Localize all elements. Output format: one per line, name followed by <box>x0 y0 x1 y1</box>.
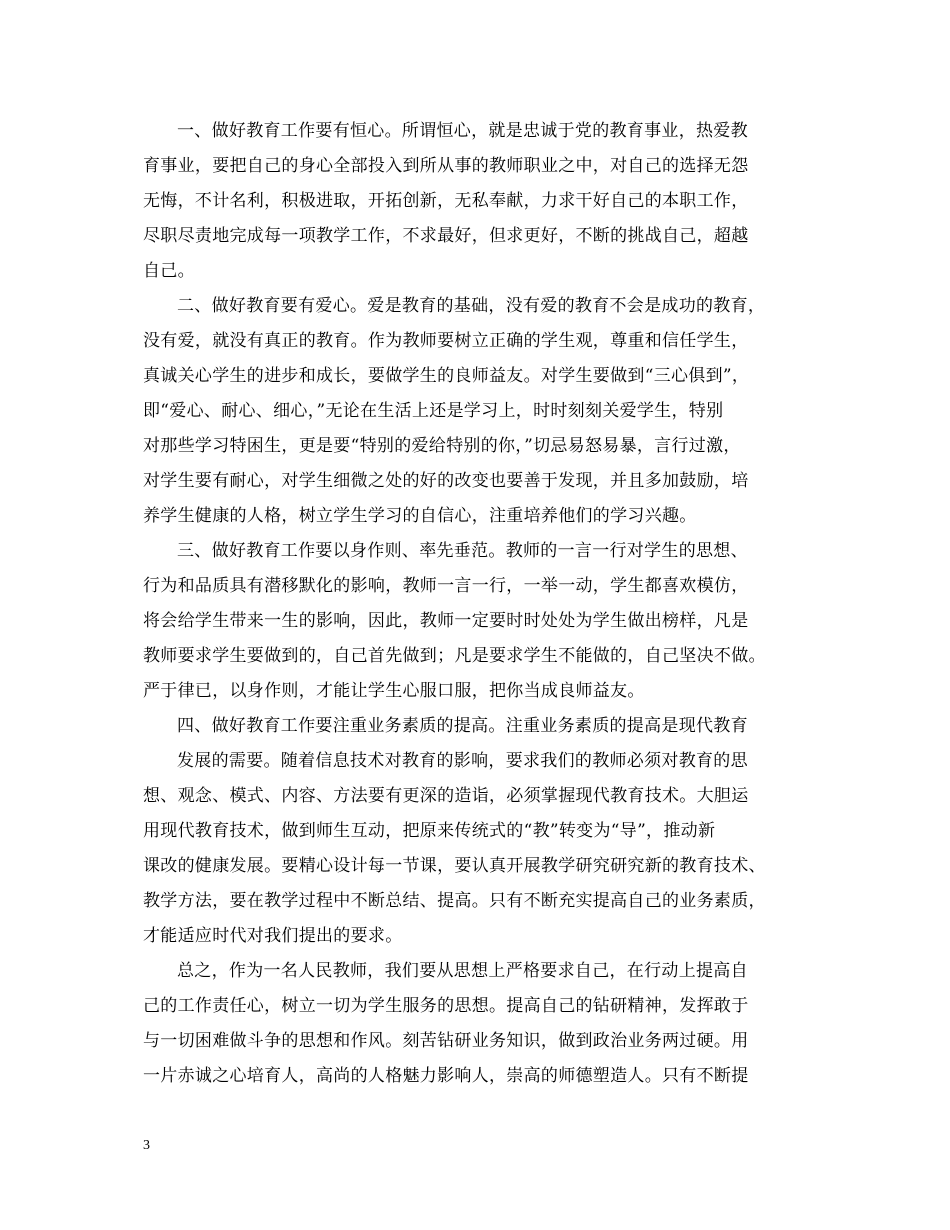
text-line: 二、做好教育要有爱心。爱是教育的基础，没有爱的教育不会是成功的教育， <box>177 296 766 316</box>
text-line: 没有爱，就没有真正的教育。作为教师要树立正确的学生观，尊重和信任学生， <box>143 331 749 351</box>
text-line: 总之，作为一名人民教师，我们要从思想上严格要求自己，在行动上提高自 <box>177 961 748 981</box>
text-line: 将会给学生带来一生的影响，因此，教师一定要时时处处为学生做出榜样，凡是 <box>143 611 749 631</box>
text-line: 与一切困难做斗争的思想和作风。刻苦钻研业务知识，做到政治业务两过硬。用 <box>143 1031 749 1051</box>
text-line: 想、观念、模式、内容、方法要有更深的造诣，必须掌握现代教育技术。大胆运 <box>143 786 749 806</box>
text-line: 发展的需要。随着信息技术对教育的影响，要求我们的教师必须对教育的思 <box>177 751 748 771</box>
text-line: 四、做好教育工作要注重业务素质的提高。注重业务素质的提高是现代教育 <box>177 716 748 736</box>
text-line: 养学生健康的人格，树立学生学习的自信心，注重培养他们的学习兴趣。 <box>143 506 697 526</box>
page-number: 3 <box>143 1138 150 1153</box>
text-line: 即“爱心、耐心、细心，”无论在生活上还是学习上，时时刻刻关爱学生，特别 <box>143 401 724 421</box>
text-line: 真诚关心学生的进步和成长，要做学生的良师益友。对学生要做到“三心俱到”， <box>143 366 750 386</box>
text-line: 三、做好教育工作要以身作则、率先垂范。教师的一言一行对学生的思想、 <box>177 541 748 561</box>
text-line: 用现代教育技术，做到师生互动，把原来传统式的“教”转变为“导”，推动新 <box>143 821 716 841</box>
text-line: 严于律已，以身作则，才能让学生心服口服，把你当成良师益友。 <box>143 681 645 701</box>
text-line: 教师要求学生要做到的，自己首先做到；凡是要求学生不能做的，自己坚决不做。 <box>143 646 766 666</box>
text-line: 尽职尽责地完成每一项教学工作，不求最好，但求更好，不断的挑战自己，超越 <box>143 226 749 246</box>
text-line: 无悔，不计名利，积极进取，开拓创新，无私奉献，力求干好自己的本职工作， <box>143 191 749 211</box>
text-line: 行为和品质具有潜移默化的影响，教师一言一行，一举一动，学生都喜欢模仿， <box>143 576 749 596</box>
text-line: 一片赤诚之心培育人，高尚的人格魅力影响人，崇高的师德塑造人。只有不断提 <box>143 1066 749 1086</box>
text-line: 教学方法，要在教学过程中不断总结、提高。只有不断充实提高自己的业务素质， <box>143 891 766 911</box>
document-body <box>143 114 823 1094</box>
text-line: 课改的健康发展。要精心设计每一节课，要认真开展教学研究研究新的教育技术、 <box>143 856 766 876</box>
text-line: 自己。 <box>143 261 195 281</box>
text-line: 对那些学习特困生，更是要“特别的爱给特别的你，”切忌易怒易暴，言行过激， <box>143 436 741 456</box>
text-line: 对学生要有耐心，对学生细微之处的好的改变也要善于发现，并且多加鼓励，培 <box>143 471 749 491</box>
text-line: 育事业，要把自己的身心全部投入到所从事的教师职业之中，对自己的选择无怨 <box>143 156 749 176</box>
text-line: 一、做好教育工作要有恒心。所谓恒心，就是忠诚于党的教育事业，热爱教 <box>177 121 748 141</box>
text-line: 己的工作责任心，树立一切为学生服务的思想。提高自己的钻研精神，发挥敢于 <box>143 996 749 1016</box>
text-line: 才能适应时代对我们提出的要求。 <box>143 926 403 946</box>
